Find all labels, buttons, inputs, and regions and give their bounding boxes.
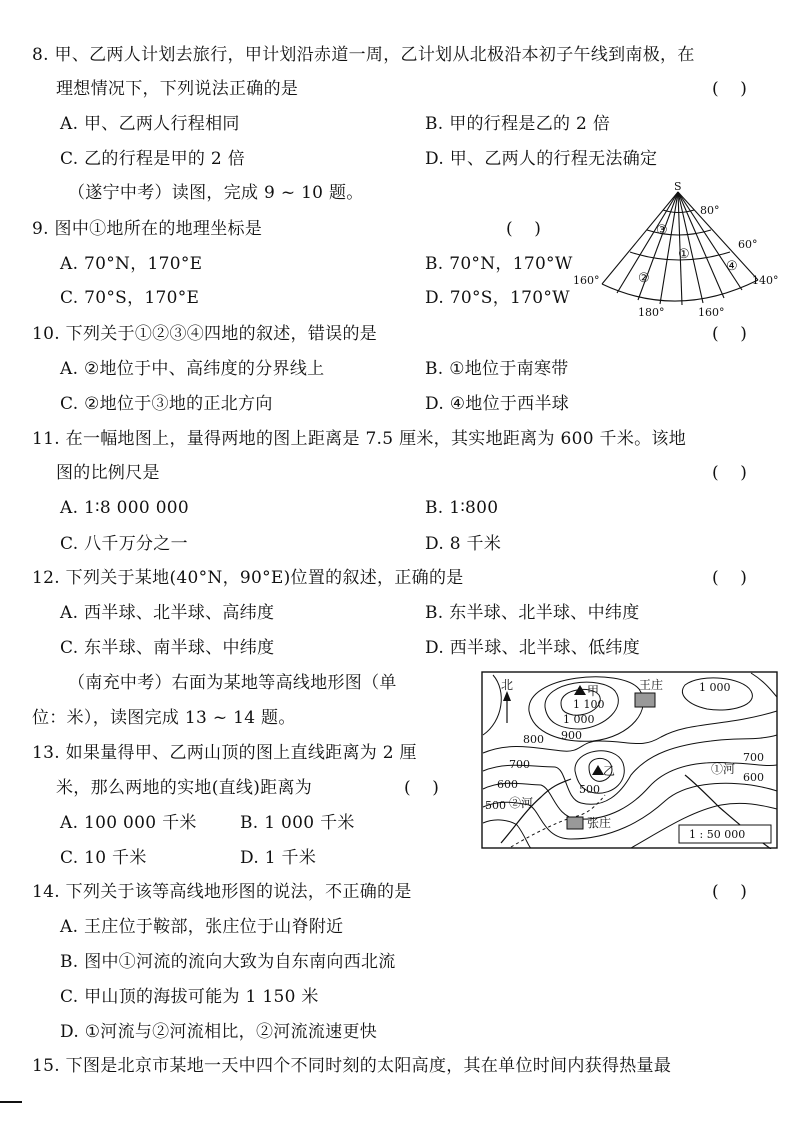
point-4-marker: ④ [726, 259, 738, 274]
peak-yi-label: 乙 [603, 764, 616, 778]
q8-option-a: A. 甲、乙两人行程相同 [60, 114, 240, 134]
q9-stem: 9. 图中①地所在的地理坐标是 [32, 219, 263, 239]
q12-option-d: D. 西半球、北半球、低纬度 [425, 638, 641, 658]
north-label: 北 [501, 678, 514, 692]
lon-160-bottom-label: 160° [698, 306, 725, 319]
q9-option-b: B. 70°N，170°W [425, 254, 573, 274]
q13-option-c: C. 10 千米 [60, 848, 147, 868]
q8-answer-blank[interactable]: ( ) [712, 79, 747, 99]
lat-60-label: 60° [738, 238, 758, 251]
q9-option-c: C. 70°S，170°E [60, 288, 200, 308]
contour-label-900: 900 [561, 729, 582, 742]
q11-stem-line1: 11. 在一幅地图上，量得两地的图上距离是 7.5 厘米，其实地距离为 600 千米。该地 [32, 429, 687, 449]
q10-option-d: D. ④地位于西半球 [425, 394, 570, 414]
q13-answer-blank[interactable]: ( ) [404, 778, 439, 798]
q8-option-c: C. 乙的行程是甲的 2 倍 [60, 149, 246, 169]
lon-140-right-label: 140° [752, 274, 779, 287]
contour-label-800: 800 [523, 733, 544, 746]
q13-stem-line2: 米，那么两地的实地(直线)距离为 [56, 778, 313, 798]
lon-160-left-label: 160° [573, 274, 600, 287]
q11-option-d: D. 8 千米 [425, 534, 502, 554]
q13-option-b: B. 1 000 千米 [240, 813, 355, 833]
lon-180-label: 180° [638, 306, 665, 319]
q9-answer-blank[interactable]: ( ) [506, 219, 541, 239]
contour-label-500-center: 500 [579, 783, 600, 796]
contour-topographic-map [481, 671, 778, 849]
q9-10-intro: （遂宁中考）读图，完成 9 ~ 10 题。 [68, 183, 364, 203]
q13-option-d: D. 1 千米 [240, 848, 317, 868]
q12-option-b: B. 东半球、北半球、中纬度 [425, 603, 640, 623]
q13-stem-line1: 13. 如果量得甲、乙两山顶的图上直线距离为 2 厘 [32, 743, 417, 763]
q8-option-b: B. 甲的行程是乙的 2 倍 [425, 114, 611, 134]
q11-stem-line2: 图的比例尺是 [56, 463, 160, 483]
q14-option-d: D. ①河流与②河流相比，②河流流速更快 [60, 1022, 378, 1042]
q8-option-d: D. 甲、乙两人的行程无法确定 [425, 149, 658, 169]
q14-option-b: B. 图中①河流的流向大致为自东南向西北流 [60, 952, 396, 972]
q13-14-intro-line1: （南充中考）右面为某地等高线地形图（单 [68, 673, 397, 693]
point-2-marker: ② [638, 271, 650, 286]
q14-answer-blank[interactable]: ( ) [712, 882, 747, 902]
contour-label-1000-right: 1 000 [699, 681, 731, 694]
q12-answer-blank[interactable]: ( ) [712, 568, 747, 588]
scale-label: 1 : 50 000 [689, 828, 746, 841]
q9-option-a: A. 70°N，170°E [60, 254, 203, 274]
q10-option-a: A. ②地位于中、高纬度的分界线上 [60, 359, 325, 379]
contour-label-1000-left: 1 000 [563, 713, 595, 726]
peak-jia-elevation: 1 100 [573, 698, 605, 711]
contour-label-700-left: 700 [509, 758, 530, 771]
q14-stem: 14. 下列关于该等高线地形图的说法，不正确的是 [32, 882, 412, 902]
point-1-marker: ① [678, 247, 690, 262]
point-3-marker: ③ [656, 223, 668, 238]
river-2-label: ②河 [509, 796, 534, 810]
q11-option-a: A. 1∶8 000 000 [60, 498, 190, 518]
q14-option-a: A. 王庄位于鞍部，张庄位于山脊附近 [60, 917, 344, 937]
q8-stem-line1: 8. 甲、乙两人计划去旅行，甲计划沿赤道一周，乙计划从北极沿本初子午线到南极，在 [32, 45, 695, 65]
contour-label-600-right: 600 [743, 771, 764, 784]
q12-stem: 12. 下列关于某地(40°N，90°E)位置的叙述，正确的是 [32, 568, 464, 588]
lat-80-label: 80° [700, 204, 720, 217]
zhangzhuang-village-icon [567, 817, 583, 829]
peak-jia-label: 甲 [587, 684, 600, 698]
polar-projection-map [570, 180, 785, 320]
zhangzhuang-label: 张庄 [587, 816, 612, 830]
q14-option-c: C. 甲山顶的海拔可能为 1 150 米 [60, 987, 319, 1007]
contour-label-500-left: 500 [485, 799, 506, 812]
river-1-label: ①河 [711, 762, 736, 776]
q11-option-c: C. 八千万分之一 [60, 534, 188, 554]
q11-option-b: B. 1∶800 [425, 498, 499, 518]
q11-answer-blank[interactable]: ( ) [712, 463, 747, 483]
wangzhuang-village-icon [635, 693, 655, 707]
contour-label-700-right: 700 [743, 751, 764, 764]
q13-option-a: A. 100 000 千米 [60, 813, 197, 833]
contour-label-600-left: 600 [497, 778, 518, 791]
q13-14-intro-line2: 位：米），读图完成 13 ~ 14 题。 [32, 708, 296, 728]
page-footer-rule [0, 1101, 22, 1103]
pole-label: S [674, 180, 682, 193]
q10-stem: 10. 下列关于①②③④四地的叙述，错误的是 [32, 324, 378, 344]
q8-stem-line2: 理想情况下，下列说法正确的是 [56, 79, 299, 99]
q10-answer-blank[interactable]: ( ) [712, 324, 747, 344]
q15-stem: 15. 下图是北京市某地一天中四个不同时刻的太阳高度，其在单位时间内获得热量最 [32, 1056, 672, 1076]
q10-option-c: C. ②地位于③地的正北方向 [60, 394, 273, 414]
wangzhuang-label: 王庄 [639, 678, 664, 692]
q10-option-b: B. ①地位于南寒带 [425, 359, 569, 379]
q12-option-c: C. 东半球、南半球、中纬度 [60, 638, 275, 658]
q12-option-a: A. 西半球、北半球、高纬度 [60, 603, 275, 623]
q9-option-d: D. 70°S，170°W [425, 288, 570, 308]
